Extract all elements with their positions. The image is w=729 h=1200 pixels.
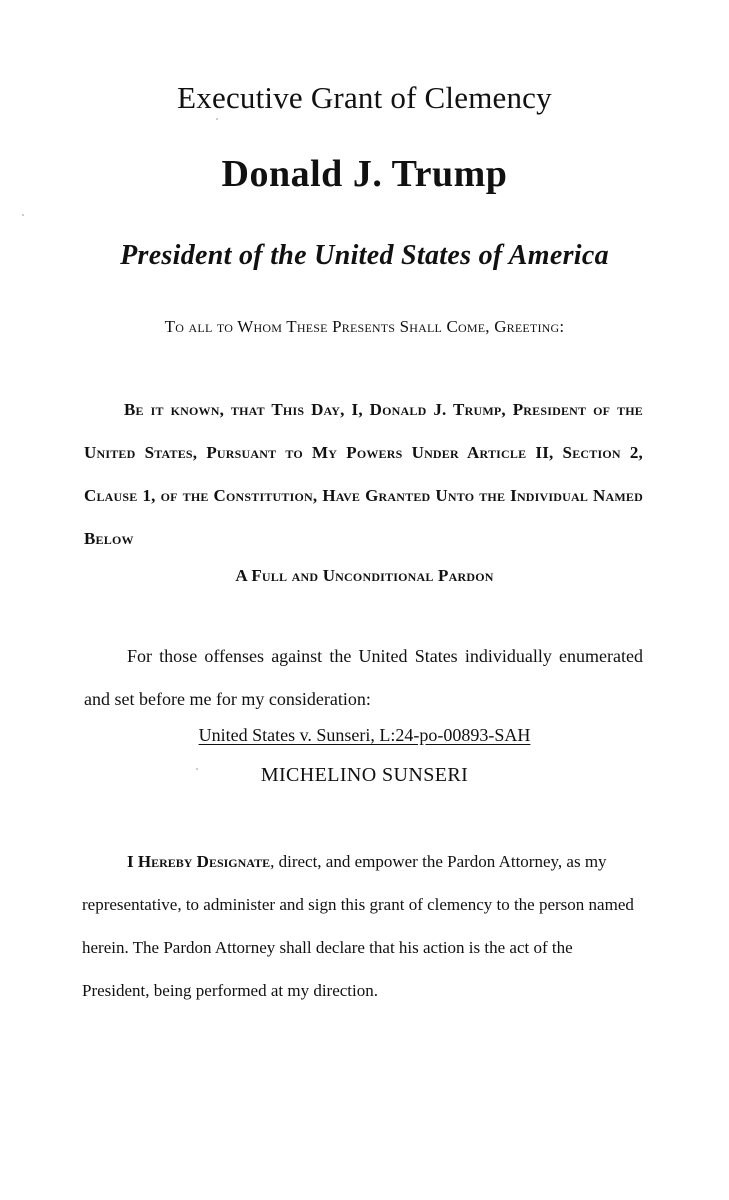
- designation-text: , direct, and empower the Pardon Attorney, as my representative, to administer and sign this grant of clemency to the person named herein. The Pardon Attorney shall declare that his action is the act of the President, being performed at my direction.: [82, 852, 634, 1000]
- proclamation-paragraph: Be it known, that This Day, I, Donald J. Trump, President of the United States, Pursuant to My Powers Under Article II, Section 2, Clause 1, of the Constitution, Have Granted Unto the Individual Named Below: [84, 400, 643, 548]
- designation-lead: I Hereby Designate: [127, 852, 271, 871]
- greeting-line: To all to Whom These Presents Shall Come, Greeting:: [164, 317, 565, 336]
- president-name: Donald J. Trump: [221, 153, 508, 195]
- pardon-type: A Full and Unconditional Pardon: [235, 566, 494, 585]
- case-caption: United States v. Sunseri, L:24-po-00893-SAH: [198, 725, 531, 745]
- recipient-name: MICHELINO SUNSERI: [260, 764, 469, 786]
- scan-speck: [216, 118, 218, 120]
- scan-speck: [196, 768, 198, 770]
- president-title: President of the United States of America: [120, 240, 609, 271]
- document-title: Executive Grant of Clemency: [177, 80, 552, 115]
- offenses-paragraph: For those offenses against the United States individually enumerated and set before me for my consideration:: [84, 646, 643, 709]
- scan-speck: [22, 214, 24, 216]
- designation-paragraph: [82, 840, 643, 1012]
